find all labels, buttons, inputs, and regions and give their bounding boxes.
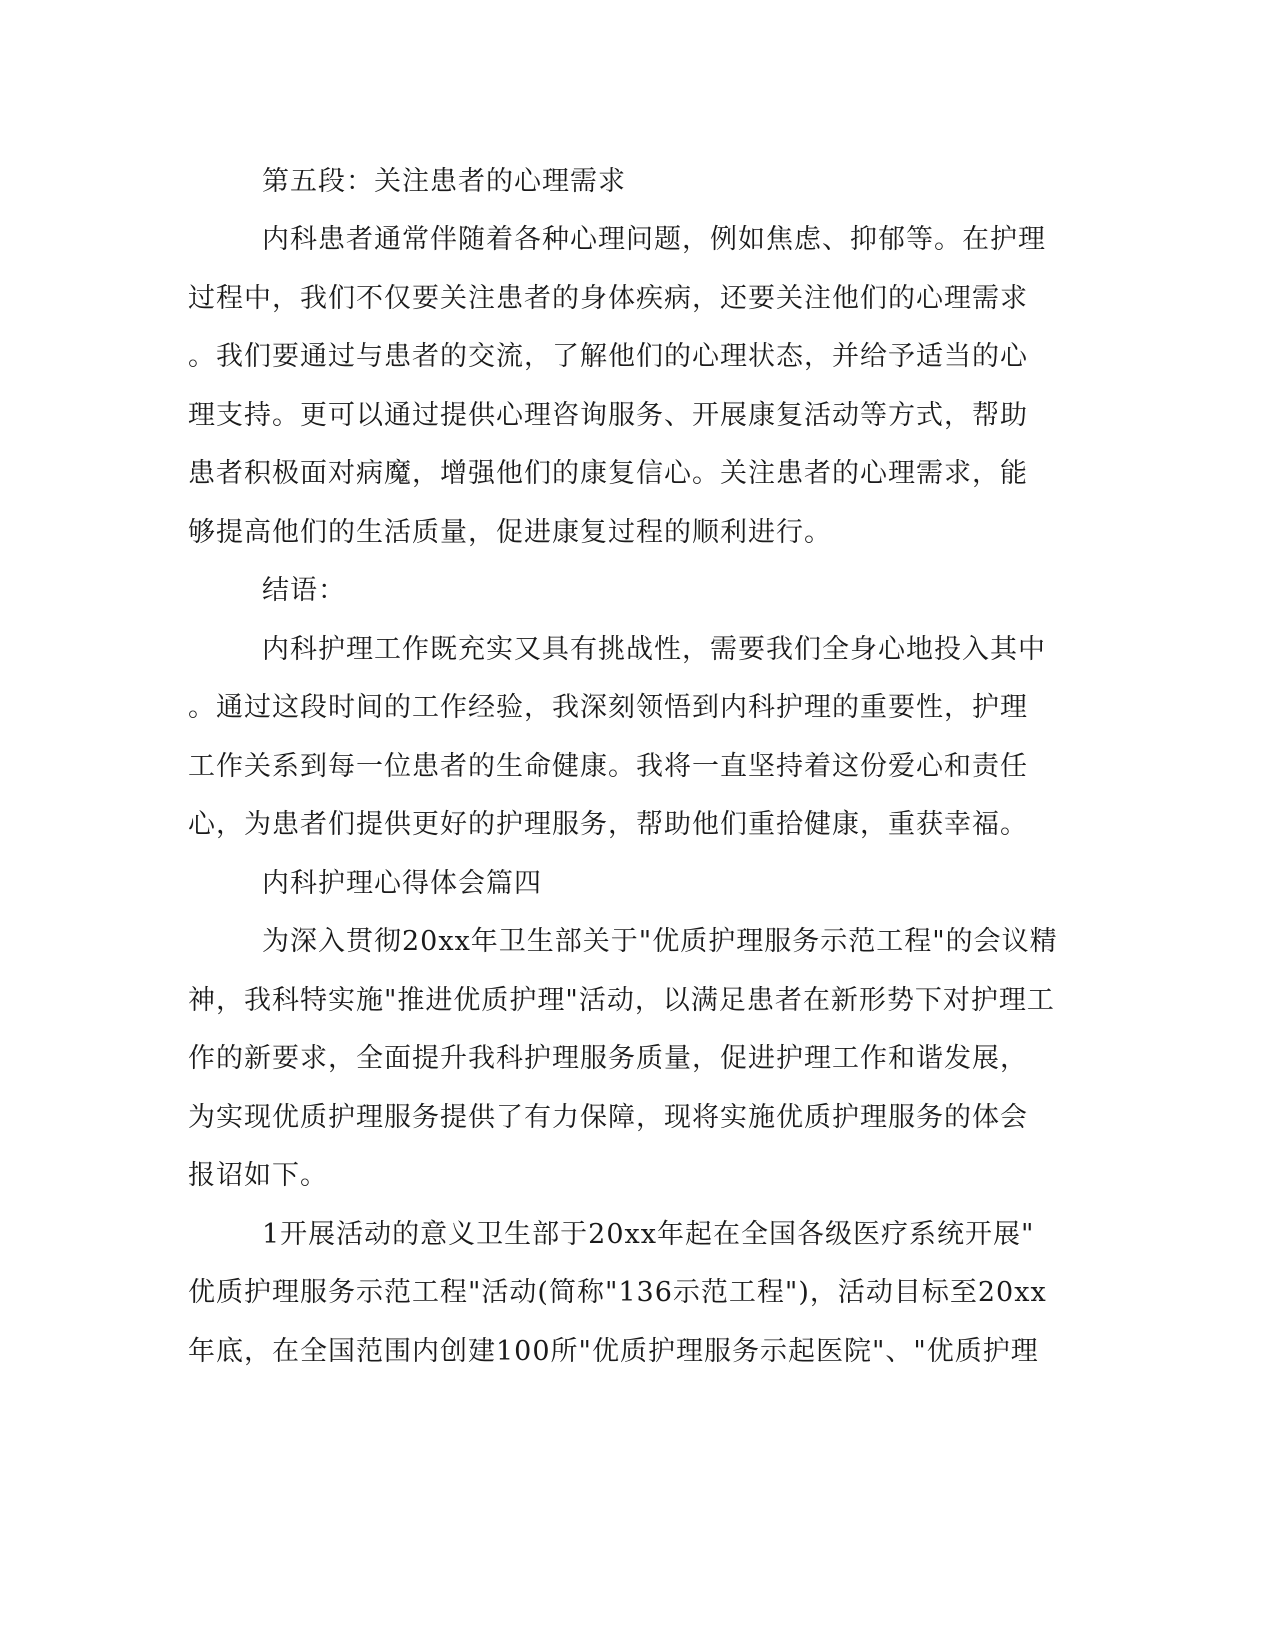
paragraph-line: 心，为患者们提供更好的护理服务，帮助他们重拾健康，重获幸福。	[188, 809, 1028, 840]
paragraph-line: 神，我科特实施"推进优质护理"活动，以满足患者在新形势下对护理工	[188, 985, 1055, 1016]
paragraph-line: 患者积极面对病魔，增强他们的康复信心。关注患者的心理需求，能	[188, 458, 1028, 489]
paragraph-line: 工作关系到每一位患者的生命健康。我将一直坚持着这份爱心和责任	[188, 751, 1028, 782]
paragraph-line: 过程中，我们不仅要关注患者的身体疾病，还要关注他们的心理需求	[188, 283, 1028, 314]
paragraph-line: 理支持。更可以通过提供心理咨询服务、开展康复活动等方式，帮助	[188, 400, 1028, 431]
paragraph-line: 内科护理工作既充实又具有挑战性，需要我们全身心地投入其中	[262, 634, 1046, 665]
paragraph-line: 够提高他们的生活质量，促进康复过程的顺利进行。	[188, 517, 832, 548]
section-heading: 第五段：关注患者的心理需求	[262, 166, 626, 197]
section-title: 内科护理心得体会篇四	[262, 868, 542, 899]
paragraph-line: 优质护理服务示范工程"活动(简称"136示范工程")，活动目标至20xx	[188, 1277, 1047, 1308]
paragraph-line: 内科患者通常伴随着各种心理问题，例如焦虑、抑郁等。在护理	[262, 224, 1046, 255]
paragraph-line: 作的新要求，全面提升我科护理服务质量，促进护理工作和谐发展，	[188, 1043, 1028, 1074]
paragraph-line: 。我们要通过与患者的交流，了解他们的心理状态，并给予适当的心	[188, 341, 1028, 372]
paragraph-line: 1开展活动的意义卫生部于20xx年起在全国各级医疗系统开展"	[262, 1219, 1035, 1250]
paragraph-line: 报诏如下。	[188, 1160, 328, 1191]
paragraph-line: 为实现优质护理服务提供了有力保障，现将实施优质护理服务的体会	[188, 1102, 1028, 1133]
paragraph-line: 年底，在全国范围内创建100所"优质护理服务示起医院"、"优质护理	[188, 1336, 1039, 1367]
paragraph-line: 。通过这段时间的工作经验，我深刻领悟到内科护理的重要性，护理	[188, 692, 1028, 723]
section-heading: 结语：	[262, 575, 346, 606]
paragraph-line: 为深入贯彻20xx年卫生部关于"优质护理服务示范工程"的会议精	[262, 926, 1058, 957]
